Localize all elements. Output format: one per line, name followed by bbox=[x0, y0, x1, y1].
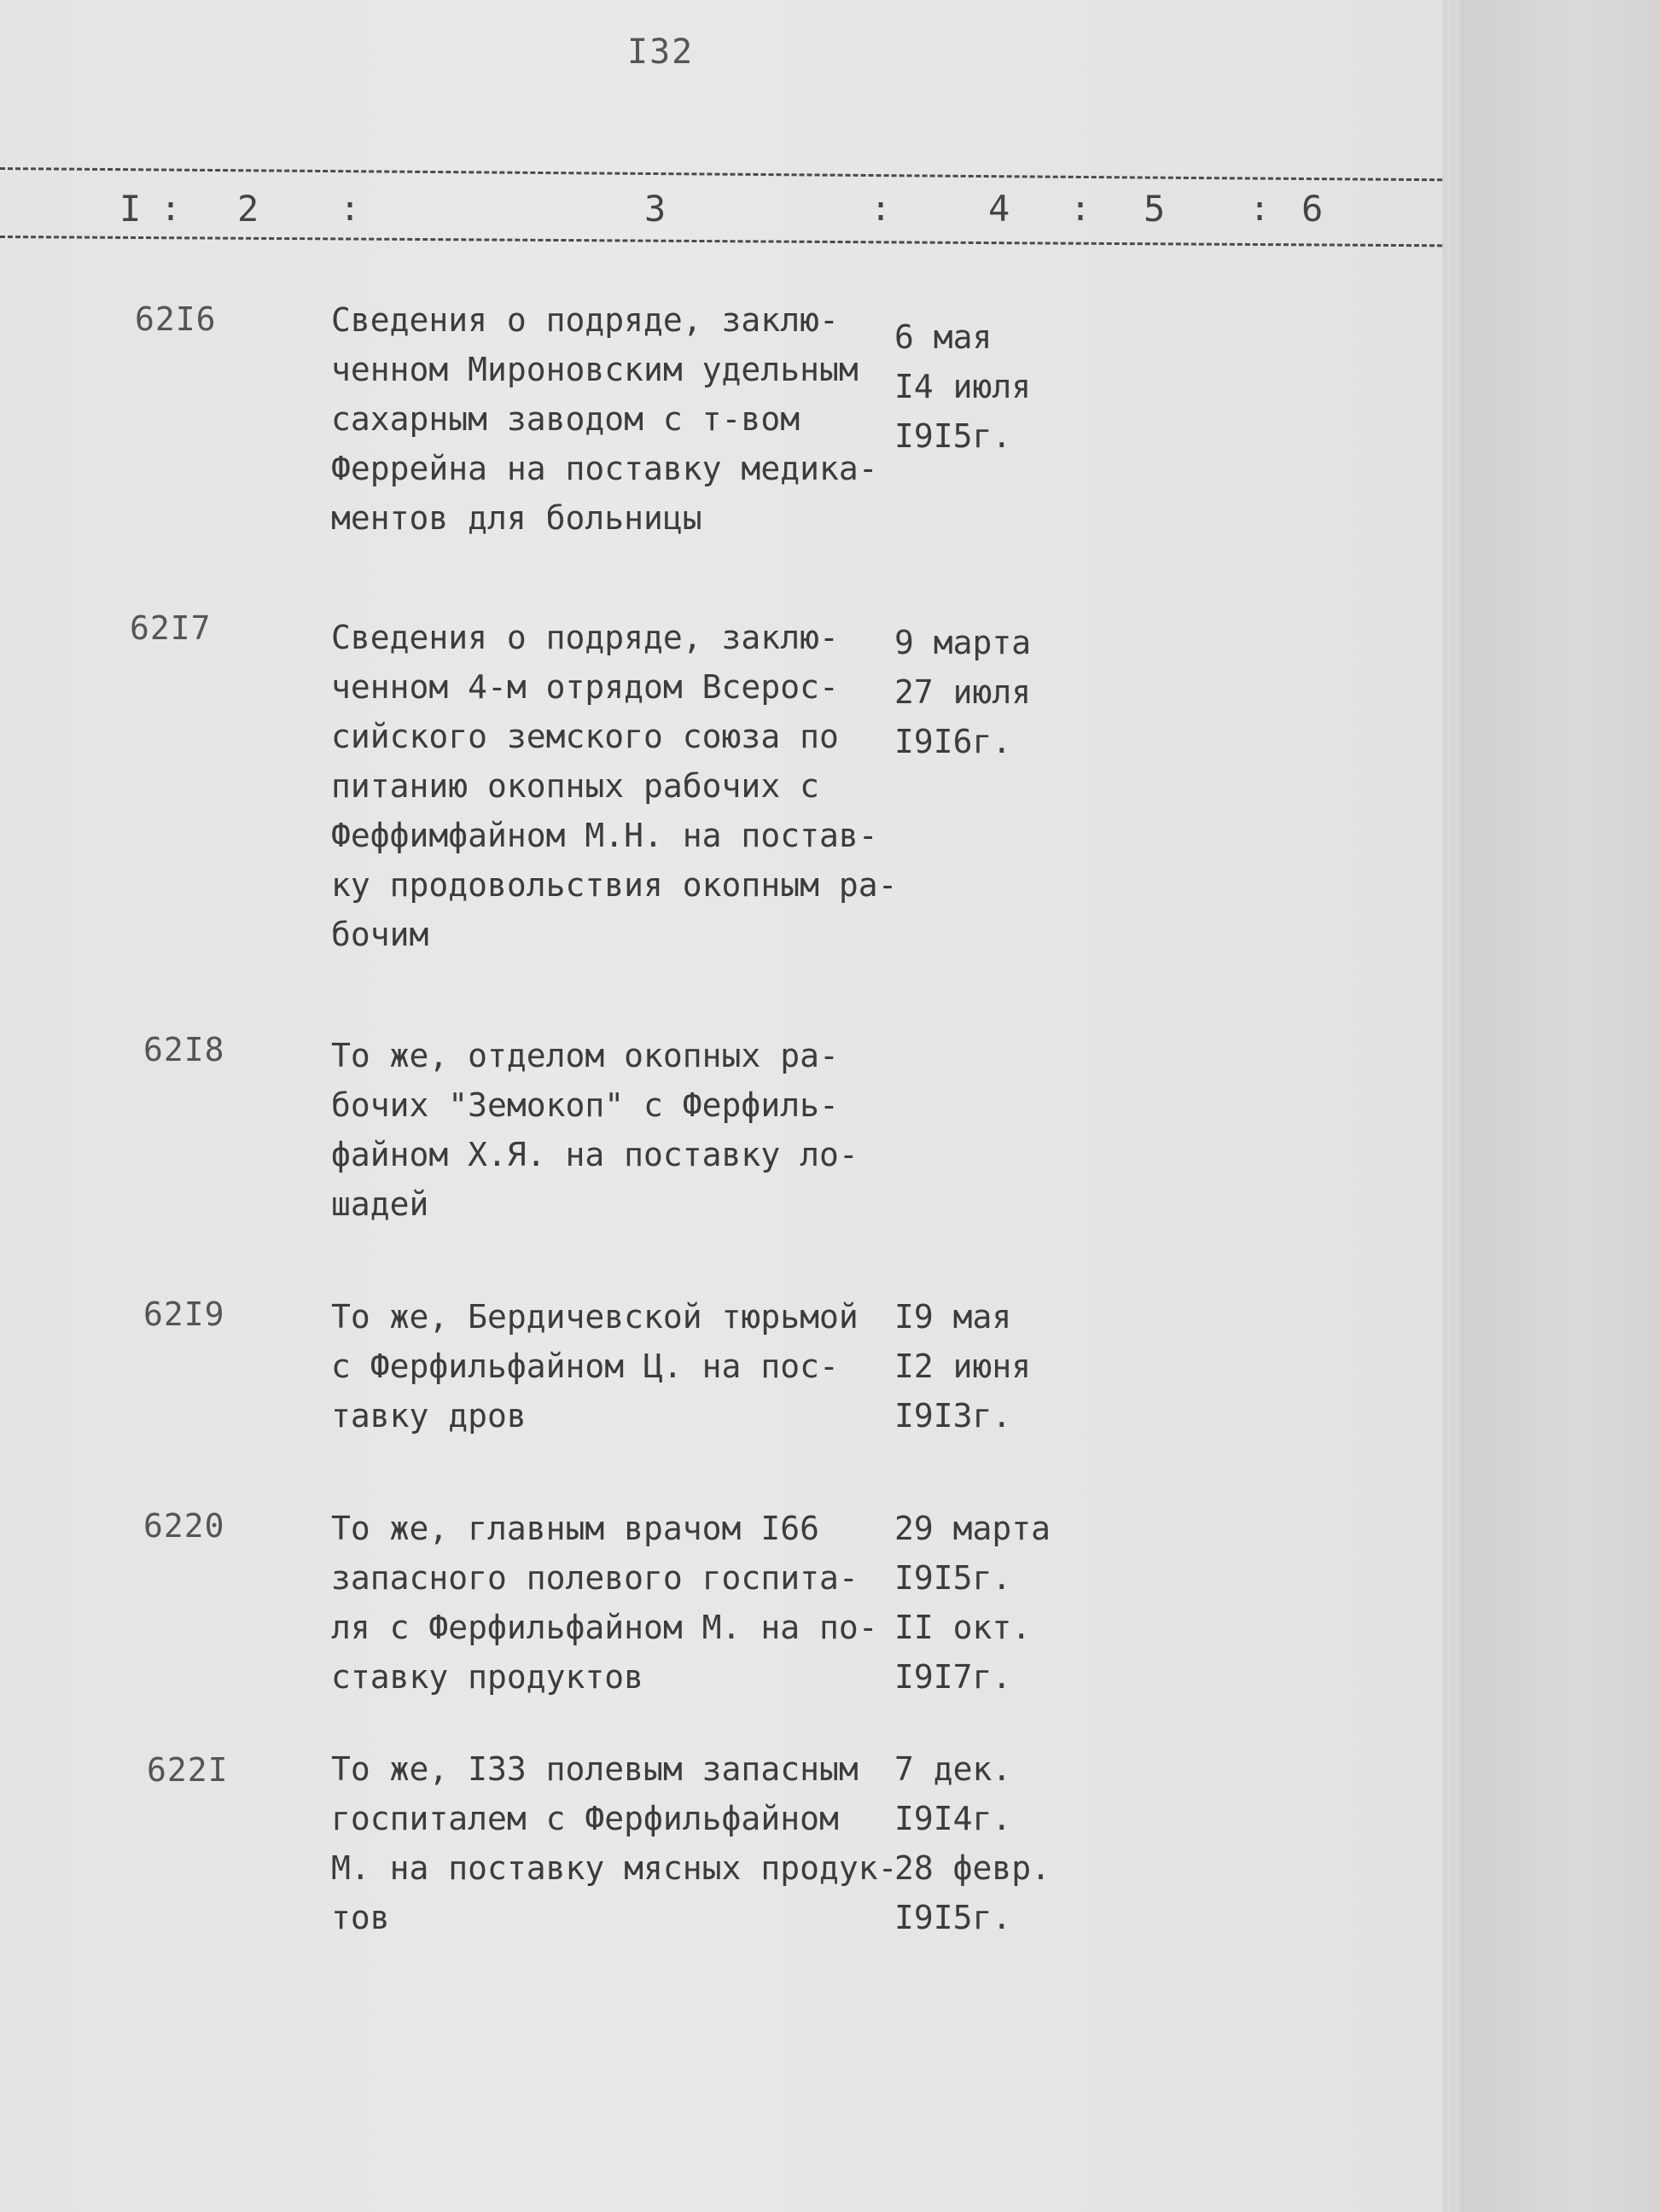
description-line: ку продовольствия окопным ра- bbox=[331, 866, 898, 904]
date-line: I4 июля bbox=[894, 368, 1032, 405]
date-line: I9I5г. bbox=[894, 1559, 1012, 1597]
description-line: То же, главным врачом I66 bbox=[331, 1510, 819, 1547]
column-separator: : bbox=[1070, 189, 1091, 229]
entry-number: 6220 bbox=[143, 1507, 225, 1545]
description-line: питанию окопных рабочих с bbox=[331, 767, 819, 805]
column-separator: : bbox=[1249, 189, 1271, 229]
description-line: бочих "Земокоп" с Ферфиль- bbox=[331, 1086, 839, 1124]
page-number: I32 bbox=[627, 32, 695, 72]
column-header-2: 2 bbox=[237, 188, 259, 230]
description-line: сахарным заводом с т-вом bbox=[331, 400, 800, 438]
column-separator: : bbox=[870, 189, 892, 229]
description-line: То же, I33 полевым запасным bbox=[331, 1750, 859, 1788]
date-line: I2 июня bbox=[894, 1348, 1032, 1385]
column-header-5: 5 bbox=[1144, 188, 1166, 230]
column-header-6: 6 bbox=[1301, 188, 1324, 230]
column-header-3: 3 bbox=[644, 188, 667, 230]
entry-dates bbox=[894, 1292, 1099, 1441]
entry-dates bbox=[894, 618, 1099, 766]
entry-description bbox=[331, 295, 911, 543]
entry-dates bbox=[894, 312, 1099, 461]
date-line: I9I4г. bbox=[894, 1800, 1012, 1837]
date-line: I9I6г. bbox=[894, 723, 1012, 760]
description-line: тов bbox=[331, 1899, 390, 1936]
description-line: госпиталем с Ферфильфайном bbox=[331, 1800, 839, 1837]
date-line: 6 мая bbox=[894, 318, 992, 356]
description-line: с Ферфильфайном Ц. на пос- bbox=[331, 1348, 839, 1385]
date-line: 9 марта bbox=[894, 624, 1032, 661]
date-line: I9I7г. bbox=[894, 1658, 1012, 1696]
date-line: 29 марта bbox=[894, 1510, 1051, 1547]
description-line: бочим bbox=[331, 916, 429, 953]
underlying-page bbox=[1459, 0, 1659, 2212]
description-line: То же, Бердичевской тюрьмой bbox=[331, 1298, 859, 1336]
description-line: ченном 4-м отрядом Всерос- bbox=[331, 668, 839, 706]
entry-number: 62I9 bbox=[143, 1295, 225, 1333]
date-line: II окт. bbox=[894, 1609, 1032, 1646]
description-line: ставку продуктов bbox=[331, 1658, 644, 1696]
date-line: I9 мая bbox=[894, 1298, 1012, 1336]
entry-dates bbox=[894, 1744, 1099, 1942]
column-header-1: I bbox=[119, 188, 142, 230]
entry-description bbox=[331, 1744, 911, 1942]
date-line: I9I5г. bbox=[894, 1899, 1012, 1936]
entry-description bbox=[331, 613, 911, 959]
entry-description bbox=[331, 1031, 911, 1229]
description-line: ля с Ферфильфайном М. на по- bbox=[331, 1609, 878, 1646]
entry-number: 62I8 bbox=[143, 1031, 225, 1068]
date-line: 27 июля bbox=[894, 673, 1032, 711]
description-line: шадей bbox=[331, 1185, 429, 1223]
description-line: Сведения о подряде, заклю- bbox=[331, 619, 839, 656]
description-line: То же, отделом окопных ра- bbox=[331, 1037, 839, 1074]
date-line: 7 дек. bbox=[894, 1750, 1012, 1788]
column-separator: : bbox=[340, 189, 361, 229]
column-header-4: 4 bbox=[988, 188, 1010, 230]
description-line: ченном Мироновским удельным bbox=[331, 351, 859, 388]
date-line: I9I5г. bbox=[894, 417, 1012, 455]
entry-number: 62I6 bbox=[135, 300, 217, 338]
description-line: Феррейна на поставку медика- bbox=[331, 450, 878, 487]
description-line: сийского земского союза по bbox=[331, 718, 839, 755]
entry-number: 622I bbox=[147, 1751, 229, 1789]
entry-description bbox=[331, 1504, 911, 1702]
entry-description bbox=[331, 1292, 911, 1441]
description-line: Феффимфайном М.Н. на постав- bbox=[331, 817, 878, 854]
description-line: тавку дров bbox=[331, 1397, 527, 1435]
description-line: Сведения о подряде, заклю- bbox=[331, 301, 839, 339]
description-line: файном Х.Я. на поставку ло- bbox=[331, 1136, 859, 1173]
column-separator: : bbox=[160, 189, 182, 229]
date-line: I9I3г. bbox=[894, 1397, 1012, 1435]
description-line: М. на поставку мясных продук- bbox=[331, 1849, 898, 1887]
entry-dates bbox=[894, 1504, 1099, 1702]
date-line: 28 февр. bbox=[894, 1849, 1051, 1887]
entry-number: 62I7 bbox=[130, 609, 212, 647]
description-line: запасного полевого госпита- bbox=[331, 1559, 859, 1597]
description-line: ментов для больницы bbox=[331, 499, 702, 537]
page-edge-shadow bbox=[1442, 0, 1459, 2212]
